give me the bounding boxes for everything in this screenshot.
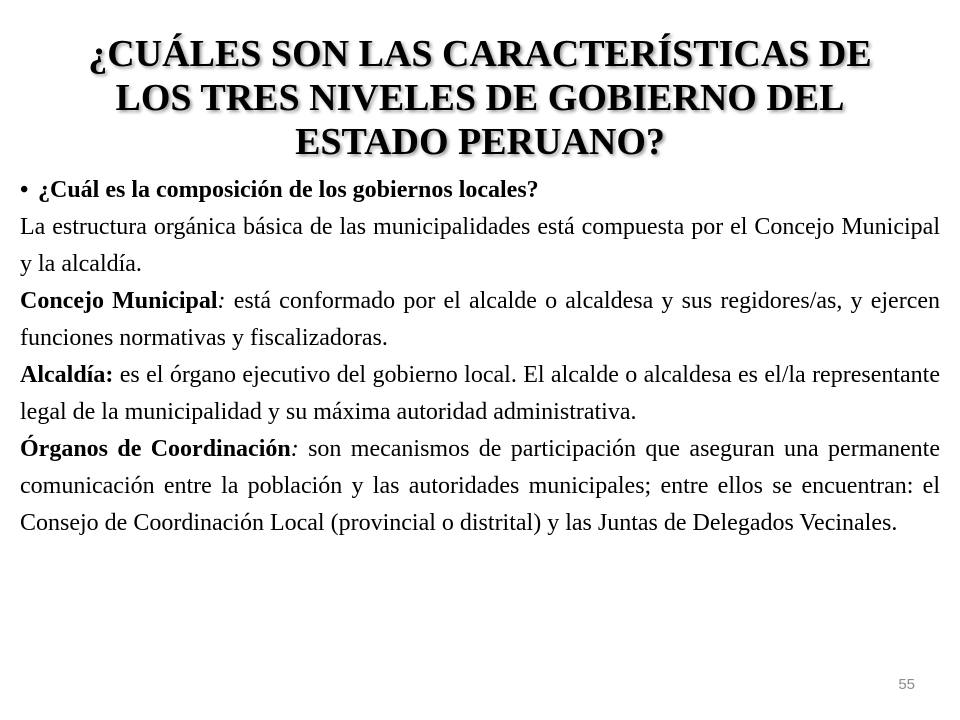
bullet-question <box>20 172 940 209</box>
organos-coordinacion-text: son mecanismos de participación que aseguran una permanente comunicación entre la población y las autoridades municipales; entre ellos se encuentran: el Consejo de Coordinación Local (provincial o distrital) y las Juntas de Delegados Vecinales. <box>20 436 940 536</box>
bullet-icon: • <box>20 177 29 203</box>
slide-title <box>40 32 920 164</box>
alcaldia-label: Alcaldía: <box>20 362 114 388</box>
title-line-3: ESTADO PERUANO? <box>295 121 665 163</box>
concejo-municipal-text: está conformado por el alcalde o alcaldesa y sus regidores/as, y ejercen funciones normativas y fiscalizadoras. <box>20 288 941 351</box>
paragraph-alcaldia <box>20 357 940 431</box>
concejo-municipal-label: Concejo Municipal <box>20 288 218 314</box>
title-line-1: ¿CUÁLES SON LAS CARACTERÍSTICAS DE <box>88 33 872 75</box>
slide-body <box>20 172 940 542</box>
paragraph-organos-coordinacion <box>20 431 940 542</box>
page-number: 55 <box>898 676 915 693</box>
concejo-municipal-separator: : <box>217 288 226 314</box>
title-line-2: LOS TRES NIVELES DE GOBIERNO DEL <box>115 77 845 119</box>
organos-coordinacion-label: Órganos de Coordinación <box>20 436 291 462</box>
alcaldia-text: es el órgano ejecutivo del gobierno local. El alcalde o alcaldesa es el/la representante legal de la municipalidad y su máxima autoridad administrativa. <box>20 362 940 425</box>
paragraph-concejo-municipal <box>20 283 940 357</box>
intro-paragraph: La estructura orgánica básica de las municipalidades está compuesta por el Concejo Municipal y la alcaldía. <box>20 214 940 277</box>
organos-coordinacion-separator: : <box>290 436 299 462</box>
question-text: ¿Cuál es la composición de los gobiernos locales? <box>38 177 539 203</box>
